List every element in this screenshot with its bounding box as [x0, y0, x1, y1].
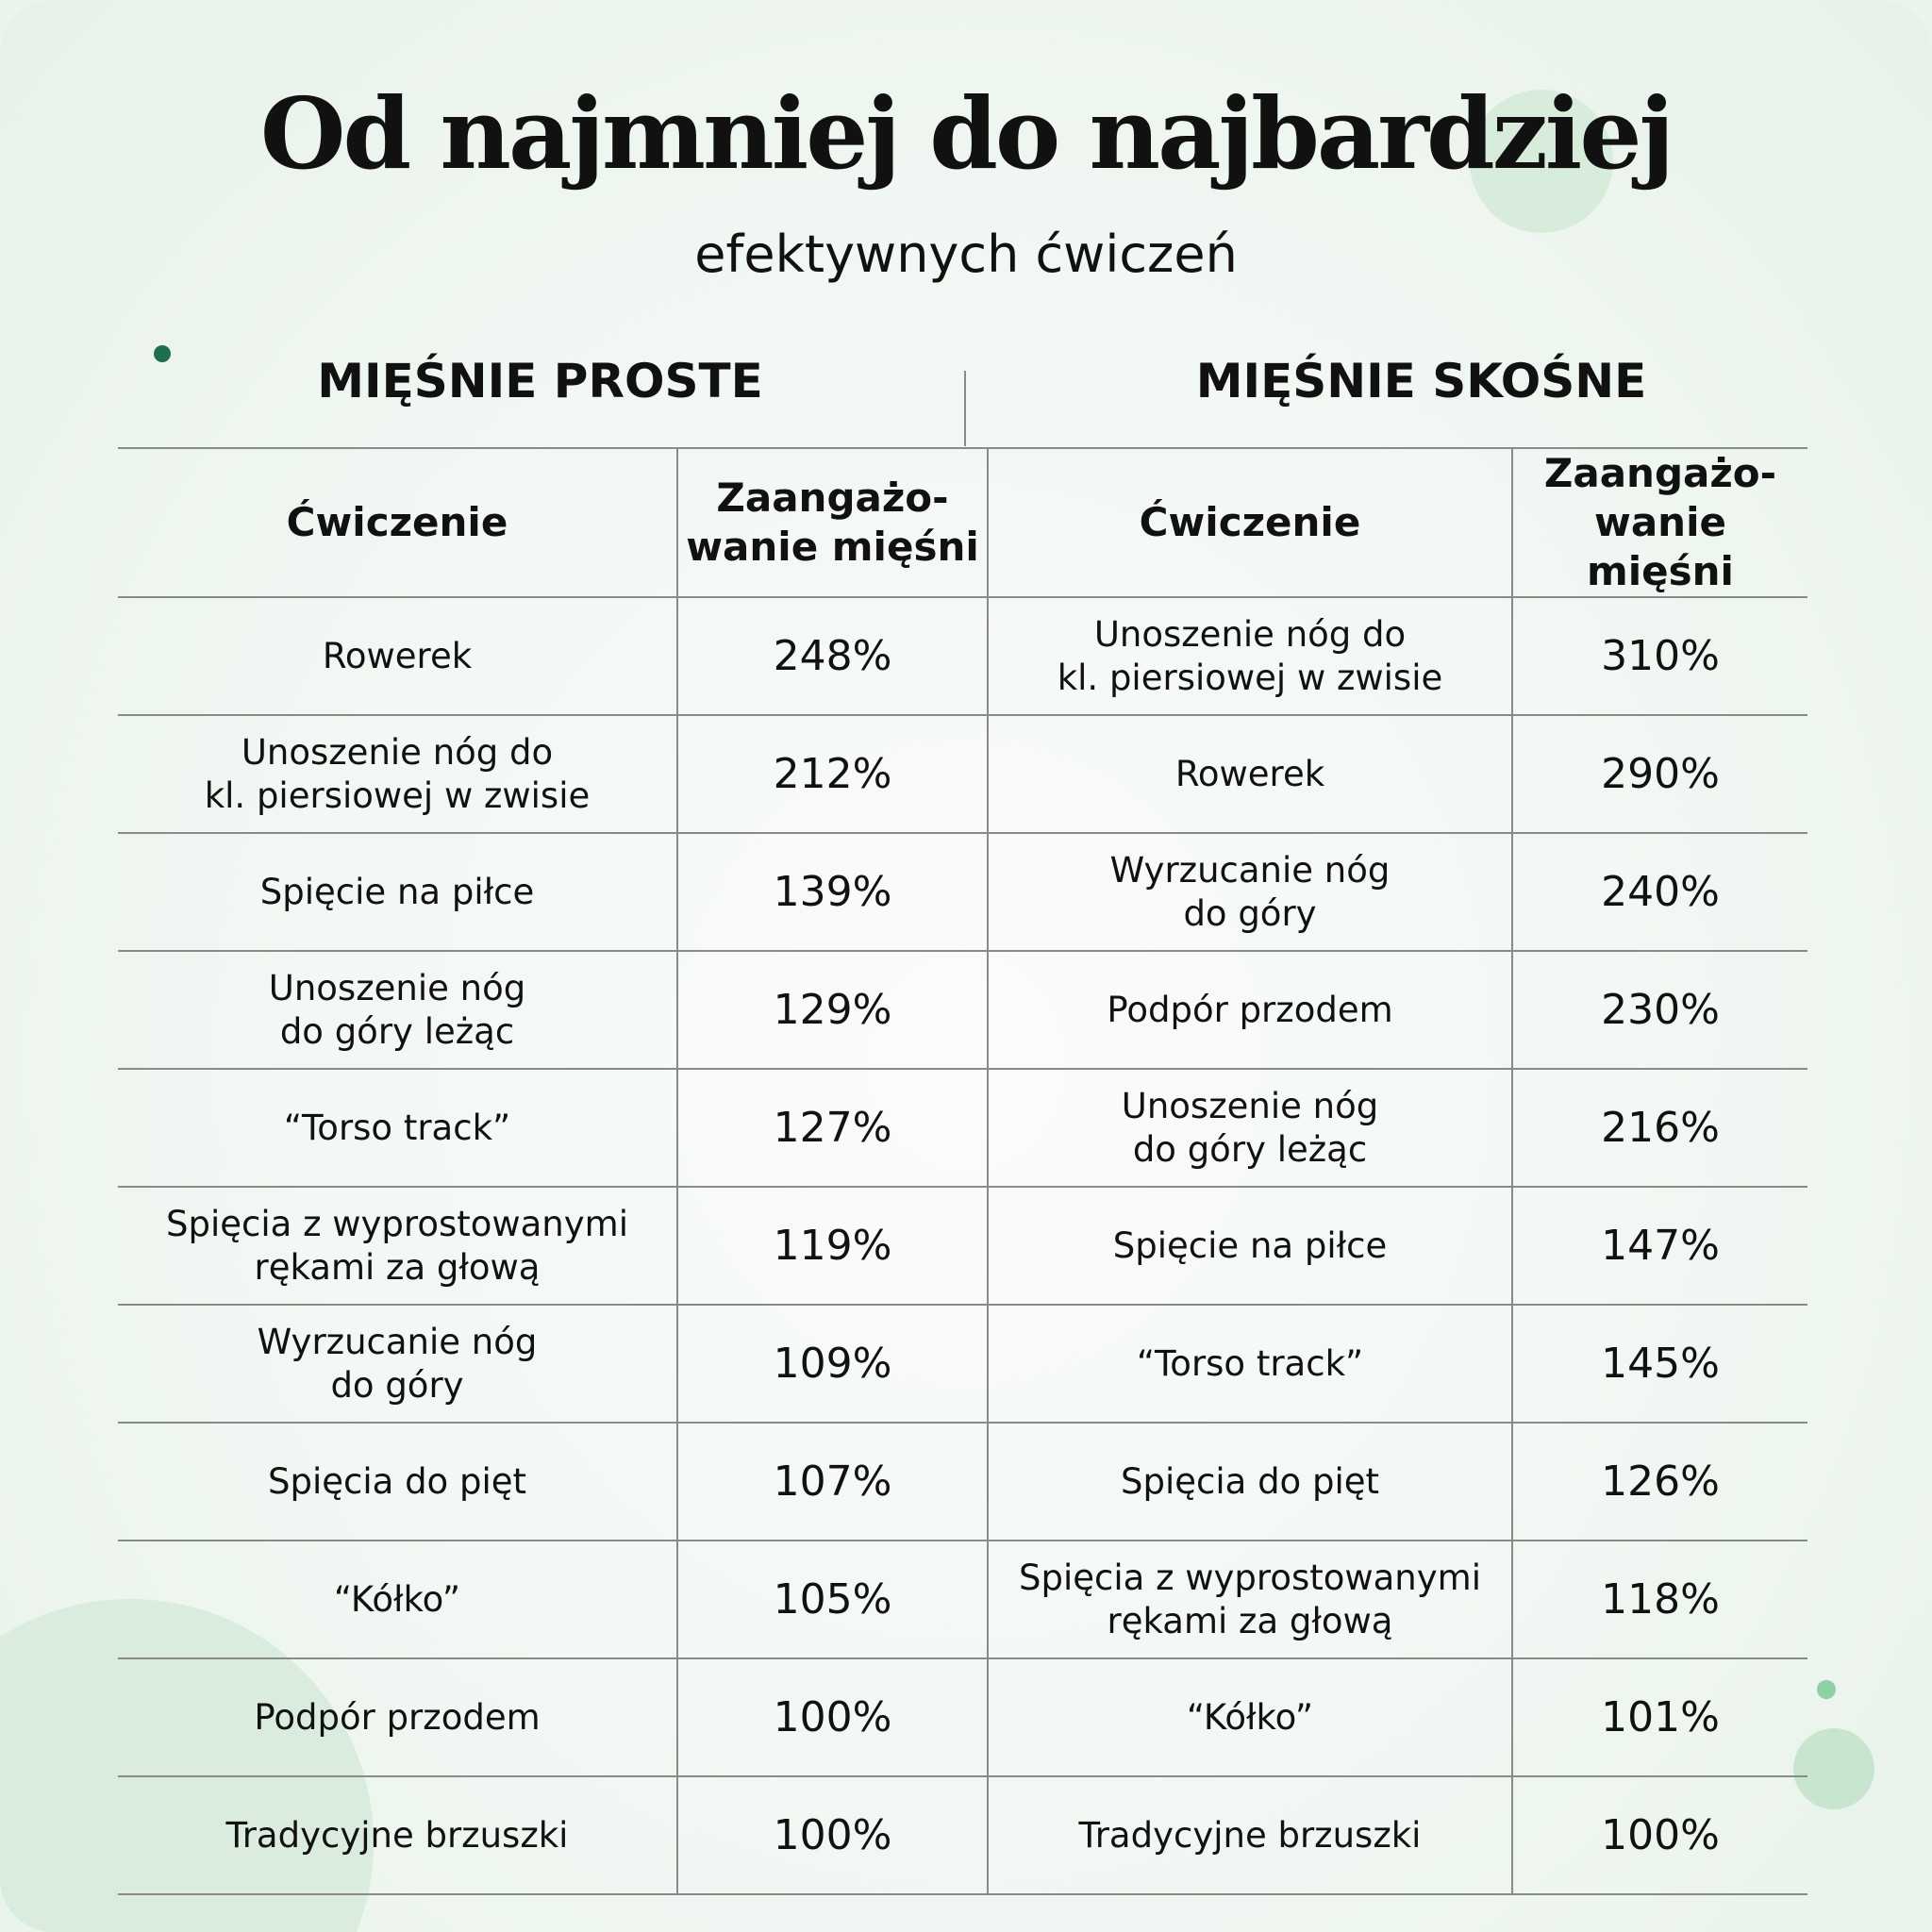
engagement-value-right: 310% — [1512, 597, 1807, 715]
exercise-name-left: Rowerek — [118, 597, 677, 715]
header-label: Zaangażo- wanie mięśni — [686, 475, 979, 570]
engagement-value-right: 145% — [1512, 1305, 1807, 1423]
engagement-value-left: 119% — [677, 1187, 988, 1305]
engagement-value-left: 139% — [677, 833, 988, 951]
engagement-value-left: 248% — [677, 597, 988, 715]
exercise-name-left: Spięcie na piłce — [118, 833, 677, 951]
exercise-table — [118, 447, 1807, 1895]
header-exercise-left — [118, 448, 677, 597]
table-row — [118, 951, 1807, 1069]
header-exercise-right — [988, 448, 1512, 597]
engagement-value-right: 126% — [1512, 1423, 1807, 1541]
engagement-value-left: 100% — [677, 1776, 988, 1894]
engagement-value-right: 230% — [1512, 951, 1807, 1069]
table-row — [118, 597, 1807, 715]
table-row — [118, 833, 1807, 951]
decorative-dot — [1817, 1680, 1836, 1699]
exercise-name-right: Podpór przodem — [988, 951, 1512, 1069]
exercise-name-right: “Kółko” — [988, 1658, 1512, 1776]
exercise-name-right: Tradycyjne brzuszki — [988, 1776, 1512, 1894]
engagement-value-right: 101% — [1512, 1658, 1807, 1776]
exercise-name-left: Podpór przodem — [118, 1658, 677, 1776]
table-row — [118, 1187, 1807, 1305]
section-heading-straight-muscles: MIĘŚNIE PROSTE — [317, 354, 763, 408]
exercise-name-right: Wyrzucanie nóg do góry — [988, 833, 1512, 951]
engagement-value-left: 129% — [677, 951, 988, 1069]
engagement-value-left: 109% — [677, 1305, 988, 1423]
exercise-name-right: Unoszenie nóg do kl. piersiowej w zwisie — [988, 597, 1512, 715]
engagement-value-right: 290% — [1512, 715, 1807, 833]
engagement-value-left: 105% — [677, 1541, 988, 1658]
exercise-name-left: Tradycyjne brzuszki — [118, 1776, 677, 1894]
section-divider — [964, 371, 966, 446]
exercise-name-right: Spięcia do pięt — [988, 1423, 1512, 1541]
engagement-value-left: 127% — [677, 1069, 988, 1187]
header-label: Ćwiczenie — [286, 499, 508, 545]
exercise-name-left: Wyrzucanie nóg do góry — [118, 1305, 677, 1423]
exercise-name-right: Spięcie na piłce — [988, 1187, 1512, 1305]
header-label: Ćwiczenie — [1139, 499, 1361, 545]
exercise-name-left: Unoszenie nóg do góry leżąc — [118, 951, 677, 1069]
table-row — [118, 1658, 1807, 1776]
page-subtitle: efektywnych ćwiczeń — [694, 225, 1238, 284]
table-row — [118, 1541, 1807, 1658]
engagement-value-right: 240% — [1512, 833, 1807, 951]
table-row — [118, 1069, 1807, 1187]
page-title: Od najmniej do najbardziej — [259, 75, 1673, 192]
engagement-value-left: 107% — [677, 1423, 988, 1541]
section-heading-oblique-muscles: MIĘŚNIE SKOŚNE — [1195, 354, 1647, 408]
table-row — [118, 1776, 1807, 1894]
exercise-name-left: Unoszenie nóg do kl. piersiowej w zwisie — [118, 715, 677, 833]
engagement-value-left: 212% — [677, 715, 988, 833]
exercise-name-right: Rowerek — [988, 715, 1512, 833]
engagement-value-left: 100% — [677, 1658, 988, 1776]
engagement-value-right: 118% — [1512, 1541, 1807, 1658]
exercise-name-right: Unoszenie nóg do góry leżąc — [988, 1069, 1512, 1187]
engagement-value-right: 216% — [1512, 1069, 1807, 1187]
table-row — [118, 1305, 1807, 1423]
exercise-name-left: Spięcia z wyprostowanymi rękami za głową — [118, 1187, 677, 1305]
table-row — [118, 1423, 1807, 1541]
exercise-name-right: Spięcia z wyprostowanymi rękami za głową — [988, 1541, 1512, 1658]
exercise-name-right: “Torso track” — [988, 1305, 1512, 1423]
exercise-name-left: Spięcia do pięt — [118, 1423, 677, 1541]
engagement-value-right: 100% — [1512, 1776, 1807, 1894]
exercise-name-left: “Torso track” — [118, 1069, 677, 1187]
engagement-value-right: 147% — [1512, 1187, 1807, 1305]
table-row — [118, 715, 1807, 833]
header-label: Zaangażo- wanie mięśni — [1543, 450, 1777, 594]
table-header-row — [118, 448, 1807, 597]
exercise-name-left: “Kółko” — [118, 1541, 677, 1658]
header-engagement-left — [677, 448, 988, 597]
header-engagement-right — [1512, 448, 1807, 597]
